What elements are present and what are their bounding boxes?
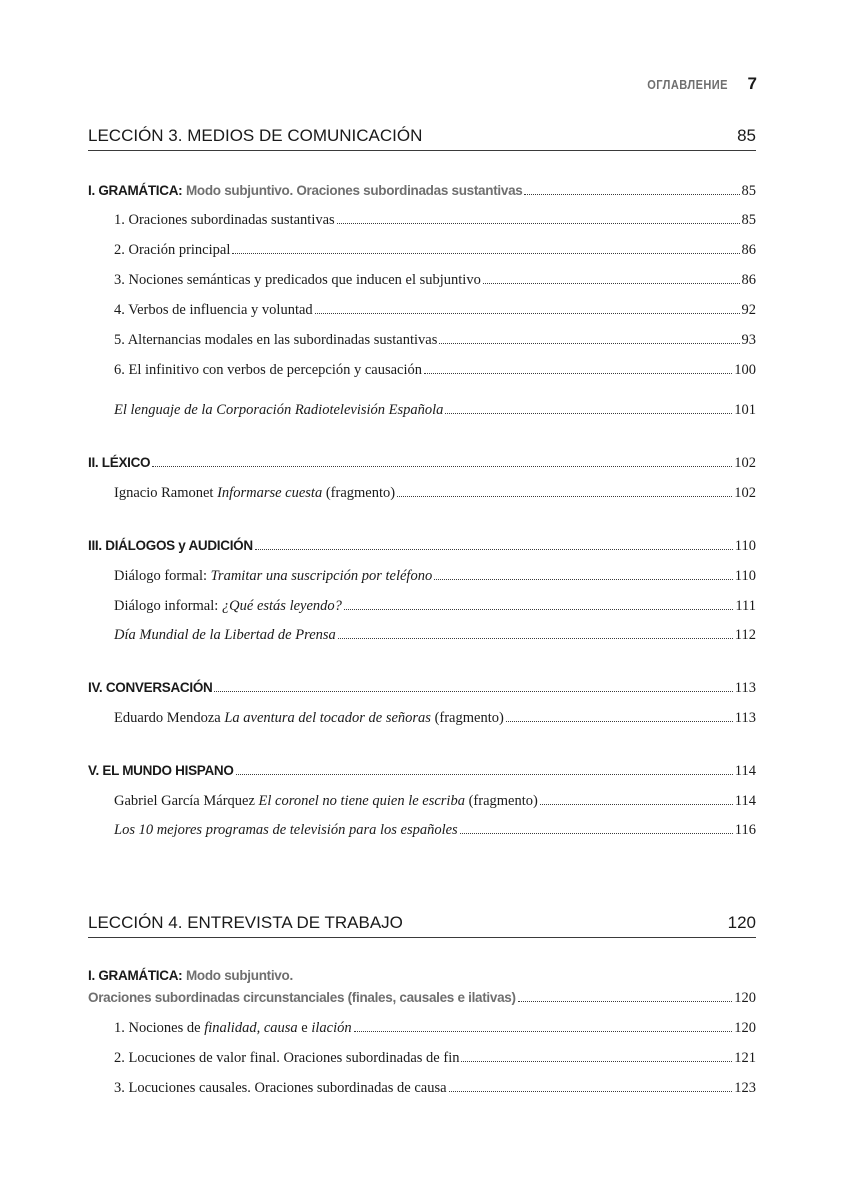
note: (fragmento): [322, 485, 396, 501]
author: Gabriel García Márquez: [114, 793, 259, 809]
dot-leader: [337, 223, 740, 224]
dot-leader: [434, 579, 733, 580]
toc-page: 110: [734, 568, 756, 584]
toc-entry[interactable]: [114, 627, 756, 644]
toc-text: 4. Verbos de influencia y voluntad: [114, 302, 313, 318]
dot-leader: [540, 804, 733, 805]
toc-entry-dialogos[interactable]: [88, 538, 756, 555]
toc-text: 3. Locuciones causales. Oraciones subordinadas de causa: [114, 1080, 447, 1096]
toc-text: [114, 485, 395, 502]
section-label: I. GRAMÁTICA:: [88, 183, 183, 198]
toc-entry-gramatica-heading[interactable]: [88, 968, 756, 985]
toc-text: [114, 568, 432, 585]
toc-page: 86: [741, 242, 756, 258]
section-label: II. LÉXICO: [88, 455, 151, 470]
toc-page: 102: [734, 485, 756, 501]
toc-page: 121: [734, 1050, 756, 1066]
toc-entry[interactable]: [114, 822, 756, 839]
toc-text: 6. El infinitivo con verbos de percepción y causación: [114, 362, 423, 378]
toc-entry[interactable]: [114, 332, 756, 349]
dot-leader: [152, 466, 732, 467]
section-label: V. EL MUNDO HISPANO: [88, 763, 234, 778]
toc-page: 113: [734, 680, 756, 696]
dot-leader: [445, 413, 732, 414]
toc-entry[interactable]: [114, 485, 756, 502]
lesson-page: 120: [727, 913, 756, 932]
prefix: Diálogo informal:: [114, 598, 222, 614]
dot-leader: [518, 1001, 733, 1002]
toc-entry-mundo-hispano[interactable]: [88, 763, 756, 780]
section-subtitle: Modo subjuntivo. Oraciones subordinadas sustantivas: [185, 183, 523, 198]
toc-text: [114, 1020, 352, 1037]
toc-text: Los 10 mejores programas de televisión para los españoles: [114, 822, 458, 838]
toc-entry-reading[interactable]: [114, 402, 756, 419]
work-title: ¿Qué estás leyendo?: [221, 598, 342, 614]
dot-leader: [424, 373, 732, 374]
toc-page: 113: [734, 710, 756, 726]
dot-leader: [315, 313, 740, 314]
dot-leader: [354, 1031, 733, 1032]
toc-entry[interactable]: [114, 362, 756, 379]
toc-page: 101: [734, 402, 756, 418]
lesson-3-heading[interactable]: [88, 124, 756, 151]
lesson-title: LECCIÓN 3. MEDIOS DE COMUNICACIÓN: [88, 126, 423, 145]
toc-page: 102: [734, 455, 756, 471]
note: (fragmento): [464, 793, 538, 809]
toc-entry[interactable]: [114, 242, 756, 259]
toc-entry-lexico[interactable]: [88, 455, 756, 472]
term: finalidad, causa: [204, 1020, 298, 1036]
term: ilación: [311, 1020, 352, 1036]
prefix: Diálogo formal:: [114, 568, 211, 584]
toc-entry[interactable]: [114, 793, 756, 810]
work-title: Informarse cuesta: [217, 485, 323, 501]
dot-leader: [255, 549, 733, 550]
toc-text: 2. Oración principal: [114, 242, 231, 258]
toc-text: 1. Oraciones subordinadas sustantivas: [114, 212, 335, 228]
toc-page: 114: [734, 763, 756, 779]
toc-page: 100: [734, 362, 756, 378]
toc-page: 120: [734, 990, 756, 1006]
conjunction: e: [297, 1020, 312, 1036]
toc-page: 86: [741, 272, 756, 288]
toc-page: 85: [741, 183, 756, 199]
lesson-title: LECCIÓN 4. ENTREVISTA DE TRABAJO: [88, 913, 403, 932]
toc-page: 85: [741, 212, 756, 228]
toc-entry[interactable]: [114, 710, 756, 727]
toc-text: 5. Alternancias modales en las subordinadas sustantivas: [114, 332, 438, 348]
running-head: [633, 74, 757, 94]
toc-entry[interactable]: [114, 568, 756, 585]
lesson-page: 85: [737, 126, 756, 145]
toc-entry[interactable]: [114, 1080, 756, 1097]
dot-leader: [483, 283, 740, 284]
prefix: 1. Nociones de: [114, 1020, 205, 1036]
work-title: Tramitar una suscripción por teléfono: [210, 568, 433, 584]
dot-leader: [232, 253, 739, 254]
author: Ignacio Ramonet: [114, 485, 218, 501]
toc-page: 123: [734, 1080, 756, 1096]
toc-entry[interactable]: [114, 212, 756, 229]
toc-text: 2. Locuciones de valor final. Oraciones subordinadas de fin: [114, 1050, 460, 1066]
toc-page: 114: [734, 793, 756, 809]
section-label: III. DIÁLOGOS y AUDICIÓN: [88, 538, 253, 553]
section-label: IV. CONVERSACIÓN: [88, 680, 213, 695]
dot-leader: [461, 1061, 732, 1062]
dot-leader: [214, 691, 732, 692]
toc-text: Día Mundial de la Libertad de Prensa: [114, 627, 336, 643]
lesson-4-heading[interactable]: [88, 911, 756, 938]
toc-entry[interactable]: [114, 1050, 756, 1067]
toc-entry[interactable]: [114, 1020, 756, 1037]
work-title: La aventura del tocador de señoras: [224, 710, 431, 726]
toc-entry[interactable]: [114, 272, 756, 289]
dot-leader: [506, 721, 733, 722]
toc-entry-gramatica[interactable]: [88, 183, 756, 200]
section-label: I. GRAMÁTICA:: [88, 968, 183, 983]
toc-text: [114, 598, 342, 615]
toc-page: 120: [734, 1020, 756, 1036]
dot-leader: [439, 343, 739, 344]
toc-text: [114, 710, 504, 727]
dot-leader: [236, 774, 733, 775]
toc-page: 92: [741, 302, 756, 318]
toc-text: 3. Nociones semánticas y predicados que inducen el subjuntivo: [114, 272, 481, 288]
page-number: 7: [747, 74, 757, 93]
note: (fragmento): [430, 710, 504, 726]
toc-text: [114, 793, 538, 810]
dot-leader: [460, 833, 733, 834]
dot-leader: [338, 638, 733, 639]
toc-page: 111: [735, 598, 756, 614]
dot-leader: [449, 1091, 733, 1092]
toc-page: 110: [734, 538, 756, 554]
section-subtitle: Oraciones subordinadas circunstanciales (finales, causales e ilativas): [88, 990, 516, 1005]
running-head-title: ОГЛАВЛЕНИЕ: [646, 77, 728, 92]
author: Eduardo Mendoza: [114, 710, 225, 726]
dot-leader: [344, 609, 733, 610]
toc-page: 112: [734, 627, 756, 643]
work-title: El coronel no tiene quien le escriba: [258, 793, 465, 809]
toc-entry-gramatica[interactable]: [88, 990, 756, 1007]
dot-leader: [524, 194, 739, 195]
toc-text: El lenguaje de la Corporación Radiotelevisión Española: [114, 402, 444, 418]
toc-entry[interactable]: [114, 302, 756, 319]
section-subtitle: Modo subjuntivo.: [185, 968, 293, 983]
toc-page: 116: [734, 822, 756, 838]
toc-page: 93: [741, 332, 756, 348]
toc-entry[interactable]: [114, 598, 756, 615]
toc-entry-conversacion[interactable]: [88, 680, 756, 697]
dot-leader: [397, 496, 732, 497]
